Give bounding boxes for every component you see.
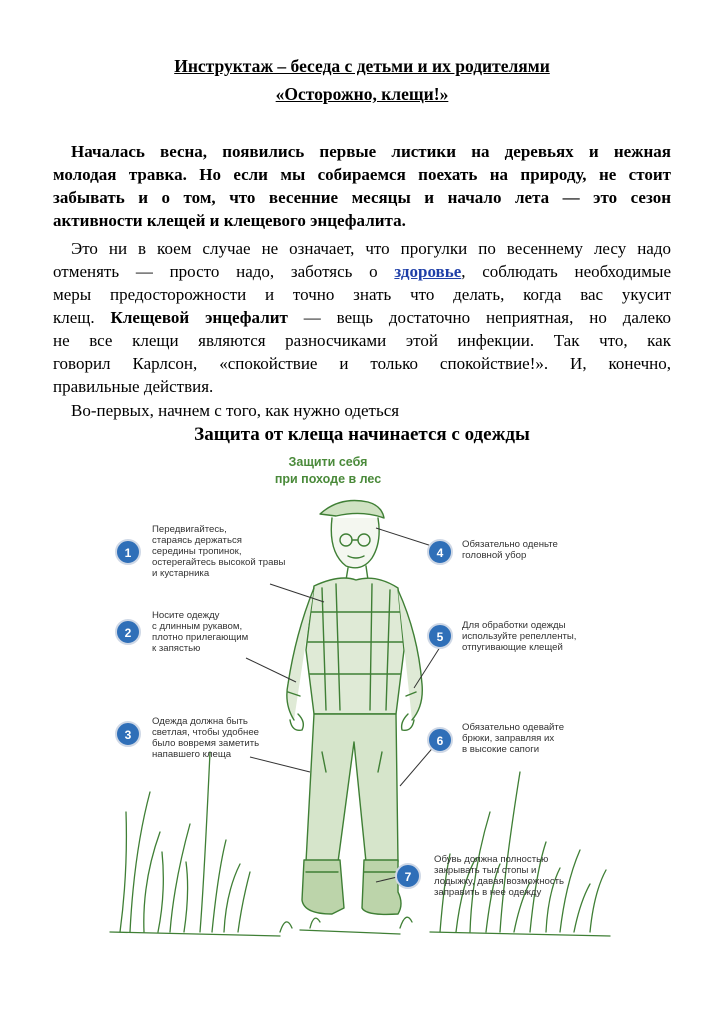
intro-line: Началась весна, появились первые листики на деревьях и нежная [71,142,671,161]
body-line: клещ. Клещевой энцефалит — вещь достаточно неприятная, но далеко [53,308,671,327]
svg-text:головной убор: головной убор [462,550,527,561]
svg-text:стараясь держаться: стараясь держаться [152,535,242,546]
health-link[interactable]: здоровье [394,262,462,281]
intro-line: активности клещей и клещевого энцефалита. [53,211,406,230]
svg-text:и кустарника: и кустарника [152,568,210,579]
callout-3 [116,716,259,760]
document-subtitle: «Осторожно, клещи!» [275,84,449,104]
body-line: меры предосторожности и точно знать что делать, когда вас укусит [53,285,671,304]
svg-text:Обувь должна полностью: Обувь должна полностью [434,854,549,865]
svg-text:используйте репелленты,: используйте репелленты, [462,631,577,642]
svg-text:плотно прилегающим: плотно прилегающим [152,632,249,643]
callout-1 [116,524,286,579]
intro-line: молодая травка. Но если мы собираемся поехать на природу, не стоит [53,165,671,184]
person-drawing [287,501,422,915]
body-line: говорил Карлсон, «спокойствие и только спокойствие!». И, конечно, [53,354,671,373]
svg-text:лодыжку, давая возможность: лодыжку, давая возможность [434,876,565,887]
body-line: Это ни в коем случае не означает, что прогулки по весеннему лесу надо [71,239,671,258]
body-line: отменять — просто надо, заботясь о здоровье, соблюдать необходимые [53,262,671,281]
svg-text:заправить в нее одежду: заправить в нее одежду [434,887,542,898]
svg-text:середины тропинок,: середины тропинок, [152,546,242,557]
svg-text:напавшего клеща: напавшего клеща [152,749,232,760]
body-line: не все клещи являются разносчиками этой инфекции. Так что, как [53,331,671,350]
svg-text:светлая, чтобы удобнее: светлая, чтобы удобнее [152,727,259,738]
svg-text:остерегайтесь высокой травы: остерегайтесь высокой травы [152,557,286,568]
svg-text:7: 7 [404,870,412,884]
svg-text:Обязательно оденьте: Обязательно оденьте [462,539,558,550]
svg-text:Обязательно одевайте: Обязательно одевайте [462,722,565,733]
intro-line: забывать и о том, что весенние месяцы и начало лета — это сезон [53,188,671,207]
svg-text:4: 4 [436,546,444,560]
svg-text:к запястью: к запястью [152,643,201,654]
body-line: правильные действия. [53,377,214,396]
svg-text:Одежда должна быть: Одежда должна быть [152,716,248,727]
section-heading: Защита от клеща начинается с одежды [194,424,530,445]
svg-text:было вовремя заметить: было вовремя заметить [152,738,260,749]
svg-text:Носите одежду: Носите одежду [152,610,220,621]
callout-6 [428,722,564,755]
svg-text:закрывать тыл стопы и: закрывать тыл стопы и [434,865,537,876]
callout-2 [116,610,248,654]
svg-text:3: 3 [124,728,132,742]
callout-5 [428,620,576,653]
callout-4 [428,539,558,564]
svg-text:в высокие сапоги: в высокие сапоги [462,744,540,755]
svg-text:2: 2 [124,626,132,640]
dress-paragraph: Во-первых, начнем с того, как нужно одеться [71,401,400,420]
svg-text:брюки, заправляя их: брюки, заправляя их [462,733,555,744]
svg-text:1: 1 [124,546,132,560]
svg-text:с длинным рукавом,: с длинным рукавом, [152,621,243,632]
body-paragraph [53,237,671,398]
svg-text:Для обработки одежды: Для обработки одежды [462,620,566,631]
intro-paragraph [53,140,671,232]
illustration-title-line1: Защити себя [288,455,368,469]
svg-text:6: 6 [436,734,444,748]
document-title: Инструктаж – беседа с детьми и их родителями [174,56,550,76]
svg-text:5: 5 [436,630,444,644]
svg-text:Передвигайтесь,: Передвигайтесь, [152,524,227,535]
protection-illustration [100,452,620,972]
illustration-title-line2: при походе в лес [274,472,382,486]
svg-text:отпугивающие клещей: отпугивающие клещей [462,642,563,653]
tick-encephalitis-term: Клещевой энцефалит [110,308,288,327]
callout-7 [396,854,564,898]
